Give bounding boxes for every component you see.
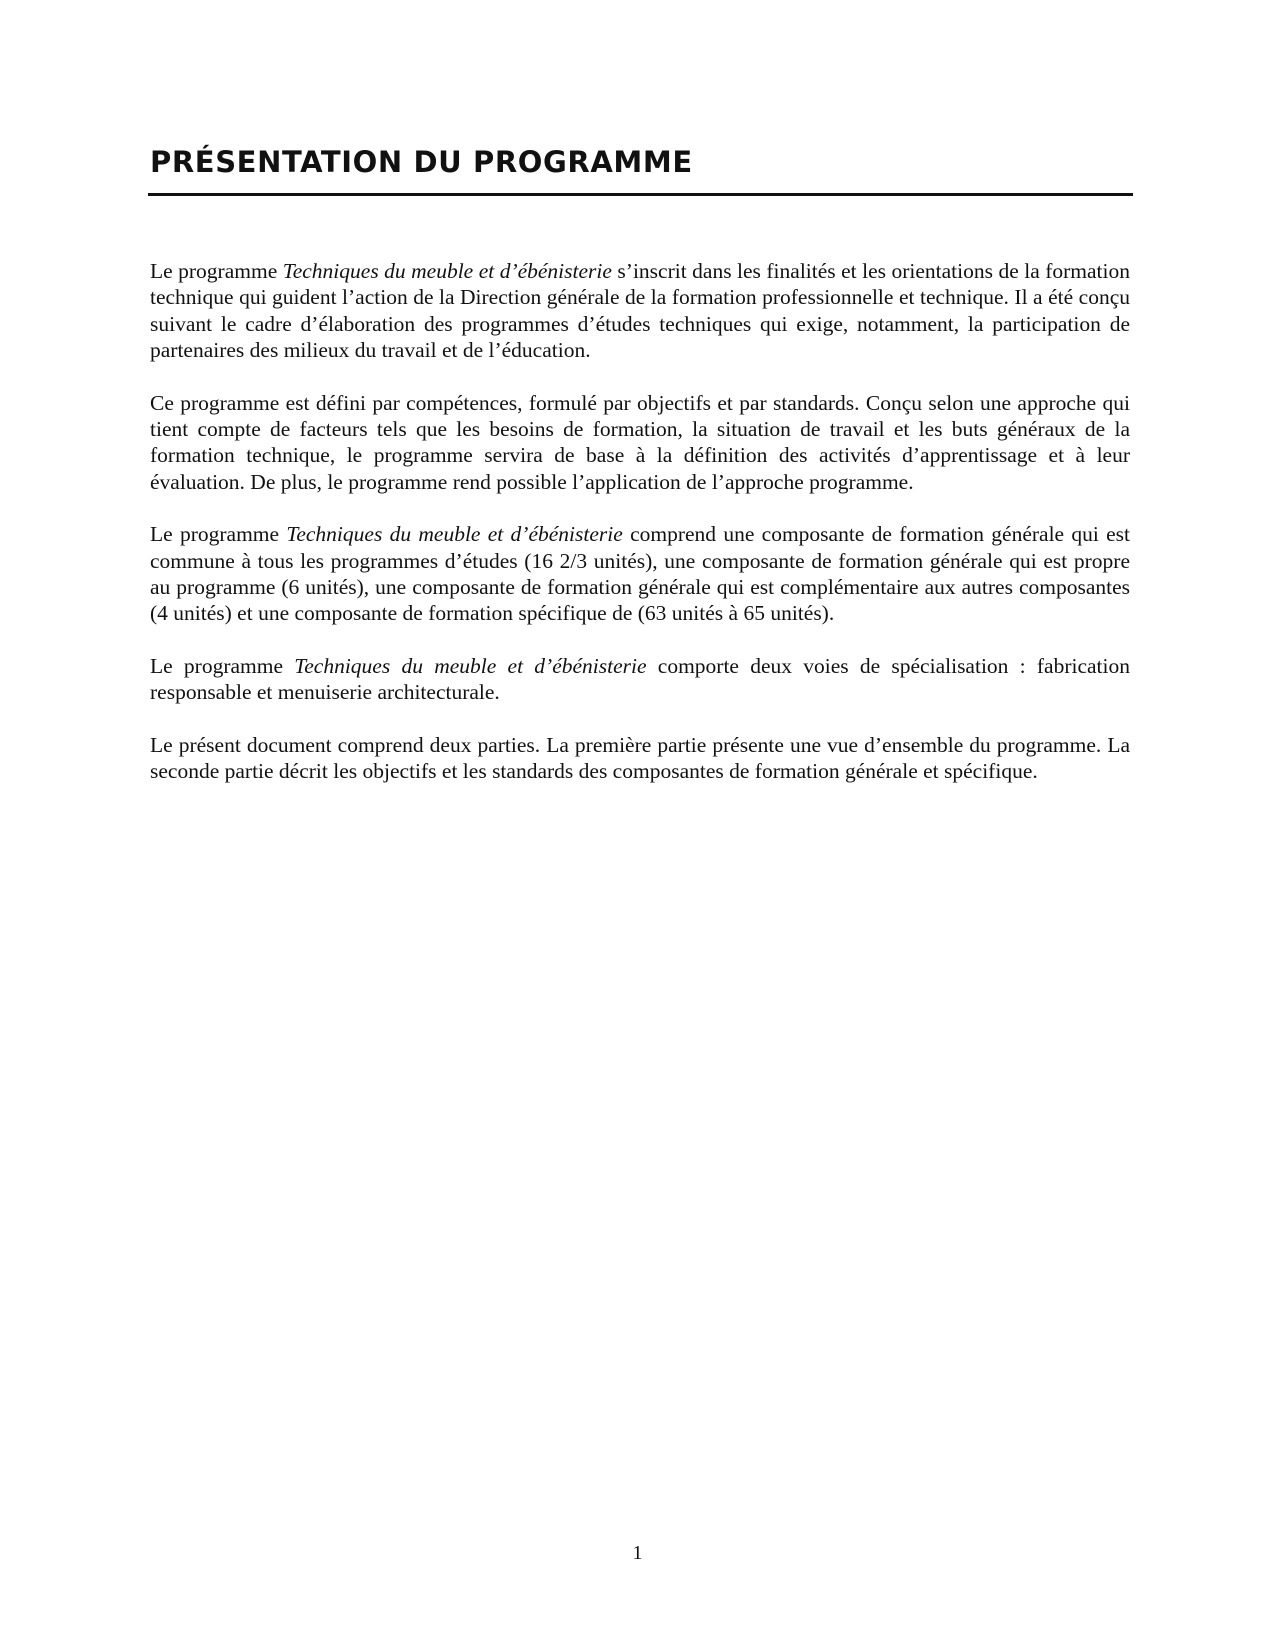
paragraph-4-intro: Le programme <box>150 653 295 678</box>
page-number: 1 <box>632 1542 643 1564</box>
program-name-italic: Techniques du meuble et d’ébénisterie <box>286 522 623 547</box>
program-name-italic: Techniques du meuble et d’ébénisterie <box>282 259 612 283</box>
paragraph-2: Ce programme est défini par compétences, formulé par objectifs et par standards. Conçu selon une approche qui tient compte de facteurs tels que les besoins de formation, la situation de travail et les buts généraux de la formation technique, le programme servira de base à la définition des activités d’apprentissage et à leur évaluation. De plus, le programme rend possible l’application de l’approche programme. <box>150 390 1130 494</box>
page-title: PRÉSENTATION DU PROGRAMME <box>150 145 693 179</box>
paragraph-4-body: comporte deux voies de spécialisation : fabrication responsable et menuiserie architecturale. <box>150 653 1130 705</box>
title-underline-divider <box>148 193 1133 196</box>
paragraph-1-body: s’inscrit dans les finalités et les orientations de la formation technique qui guident l’action de la Direction générale de la formation professionnelle et technique. Il a été conçu suivant le cadre d’élaboration des programmes d’études techniques qui exige, notamment, la participation de partenaires des milieux du travail et de l’éducation. <box>150 259 1131 363</box>
body-text <box>150 258 1130 811</box>
paragraph-3-intro: Le programme <box>150 522 287 547</box>
program-name-italic: Techniques du meuble et d’ébénisterie <box>294 653 647 678</box>
paragraph-3 <box>150 521 1130 627</box>
paragraph-5: Le présent document comprend deux parties. La première partie présente une vue d’ensemble du programme. La seconde partie décrit les objectifs et les standards des composantes de formation générale et spécifique. <box>150 732 1130 784</box>
paragraph-3-body: comprend une composante de formation générale qui est commune à tous les programmes d’études (16 2/3 unités), une composante de formation générale qui est propre au programme (6 unités), une composante de formation générale qui est complémentaire aux autres composantes (4 unités) et une composante de formation spécifique de (63 unités à 65 unités). <box>150 522 1131 626</box>
paragraph-4 <box>150 653 1130 706</box>
paragraph-1 <box>150 258 1130 364</box>
paragraph-1-intro: Le programme <box>150 259 283 283</box>
